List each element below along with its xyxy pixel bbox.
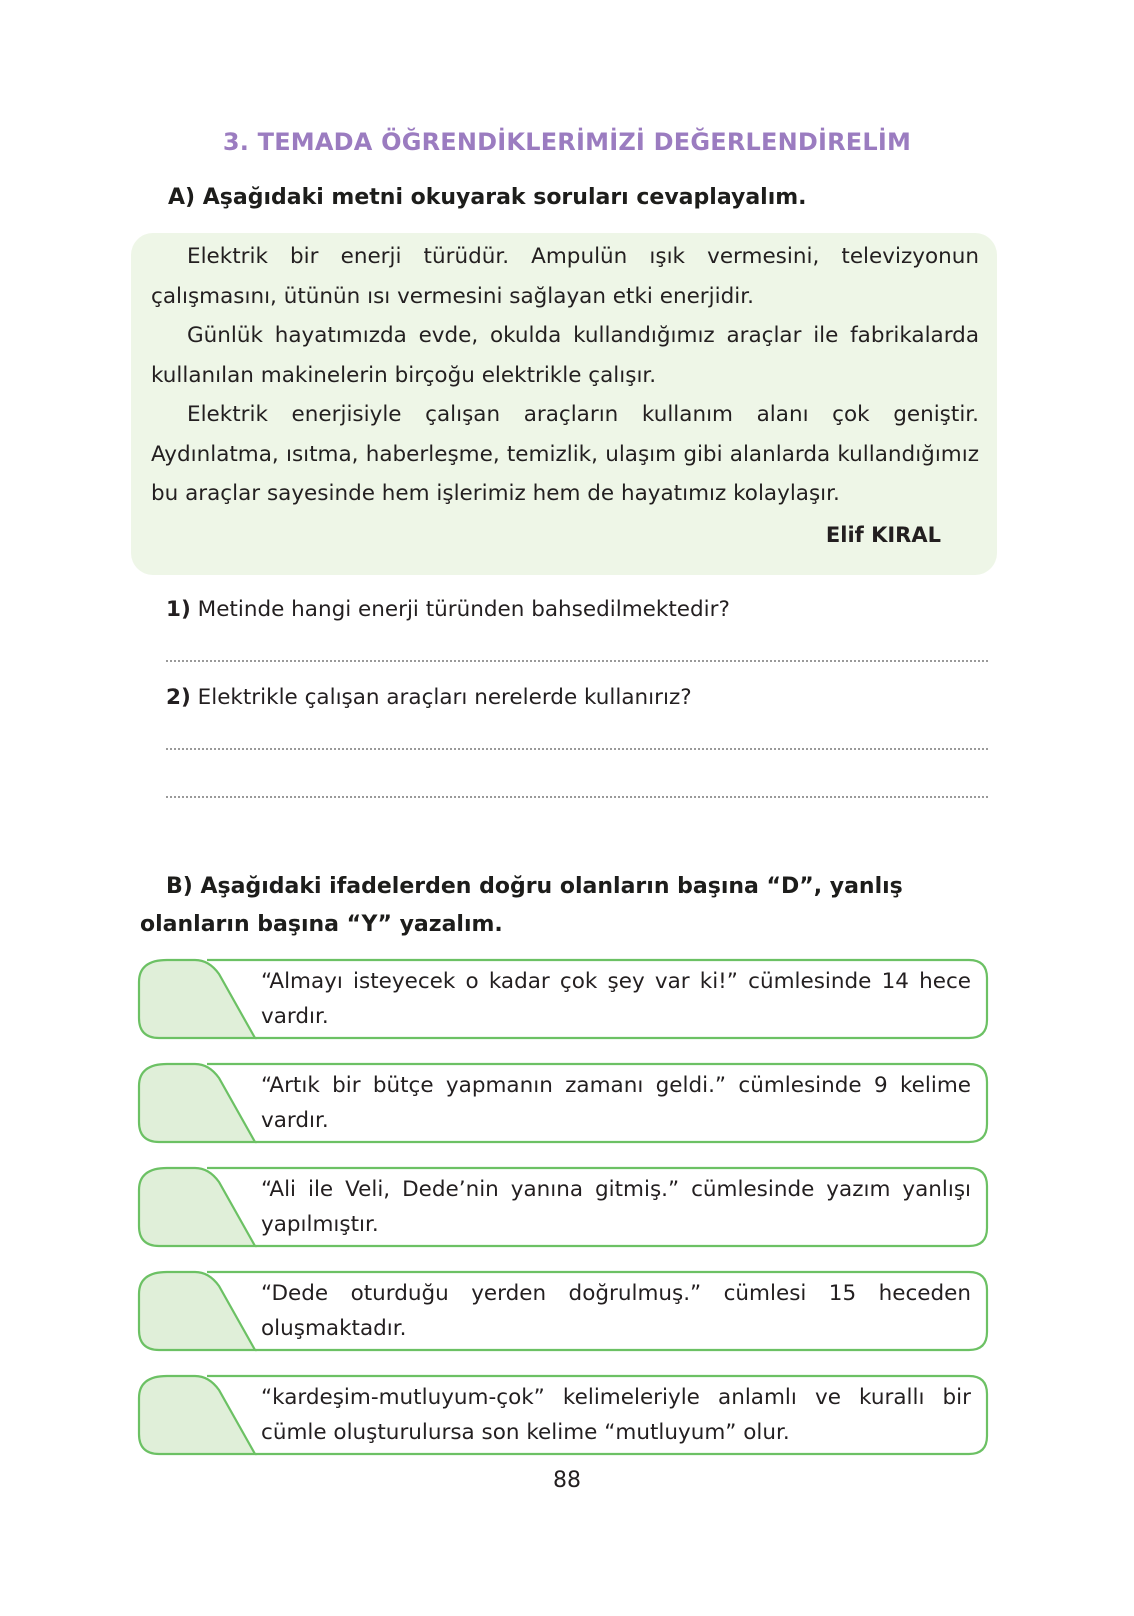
tf-item-5 [137,1374,989,1456]
tf-answer-input[interactable] [143,1172,233,1242]
reading-paragraph [151,237,979,316]
tf-answer-input[interactable] [143,1380,233,1450]
tf-answer-input[interactable] [143,1276,233,1346]
question-text: Elektrikle çalışan araçları nerelerde kullanırız? [197,685,692,710]
reading-paragraph [151,316,979,395]
tf-answer-input[interactable] [143,1068,233,1138]
page-number: 88 [553,1468,581,1493]
question-2 [166,685,692,710]
tf-item-4 [137,1270,989,1352]
tf-answer-input[interactable] [143,964,233,1034]
paragraph-text: Elektrik enerjisiyle çalışan araçların kullanım alanı çok geniştir. Aydınlatma, ısıtma, haberleşme, temizlik, ulaşım gibi alanlarda kullandığımız bu araçlar sayesinde hem işlerimiz hem de hayatımız kolaylaşır. [151,402,979,506]
question-number: 1) [166,597,191,622]
tf-item-3 [137,1166,989,1248]
theme-title: 3. TEMADA ÖĞRENDİKLERİMİZİ DEĞERLENDİRELİM [222,128,912,156]
section-b-heading-text: B) Aşağıdaki ifadelerden doğru olanların başına “D”, yanlış olanların başına “Y” yazalım. [140,874,903,937]
paragraph-text: Günlük hayatımızda evde, okulda kullandığımız araçlar ile fabrikalarda kullanılan makinelerin birçoğu elektrikle çalışır. [151,323,979,388]
question-1 [166,597,730,622]
paragraph-text: Elektrik bir enerji türüdür. Ampulün ışık vermesini, televizyonun çalışmasını, ütünün ısı vermesini sağlayan etki enerjidir. [151,244,979,309]
reading-paragraph [151,395,979,514]
question-text: Metinde hangi enerji türünden bahsedilmektedir? [197,597,730,622]
tf-statement: “Ali ile Veli, Dede’nin yanına gitmiş.” cümlesinde yazım yanlışı yapılmıştır. [261,1177,971,1237]
answer-line-2b[interactable] [166,796,988,798]
tf-statement: “kardeşim-mutluyum-çok” kelimeleriyle anlamlı ve kurallı bir cümle oluşturulursa son kelime “mutluyum” olur. [261,1385,971,1445]
tf-statement: “Dede oturduğu yerden doğrulmuş.” cümlesi 15 heceden oluşmaktadır. [261,1281,971,1341]
reading-box [131,233,997,575]
section-b-heading [140,868,990,944]
answer-line-1[interactable] [166,660,988,662]
tf-item-1 [137,958,989,1040]
answer-line-2a[interactable] [166,748,988,750]
author-name: Elif KIRAL [825,523,941,547]
question-number: 2) [166,685,191,710]
tf-statement: “Artık bir bütçe yapmanın zamanı geldi.” cümlesinde 9 kelime vardır. [261,1073,971,1133]
tf-statement: “Almayı isteyecek o kadar çok şey var ki!” cümlesinde 14 hece vardır. [261,969,971,1029]
section-a-heading: A) Aşağıdaki metni okuyarak soruları cevaplayalım. [168,185,807,210]
tf-item-2 [137,1062,989,1144]
